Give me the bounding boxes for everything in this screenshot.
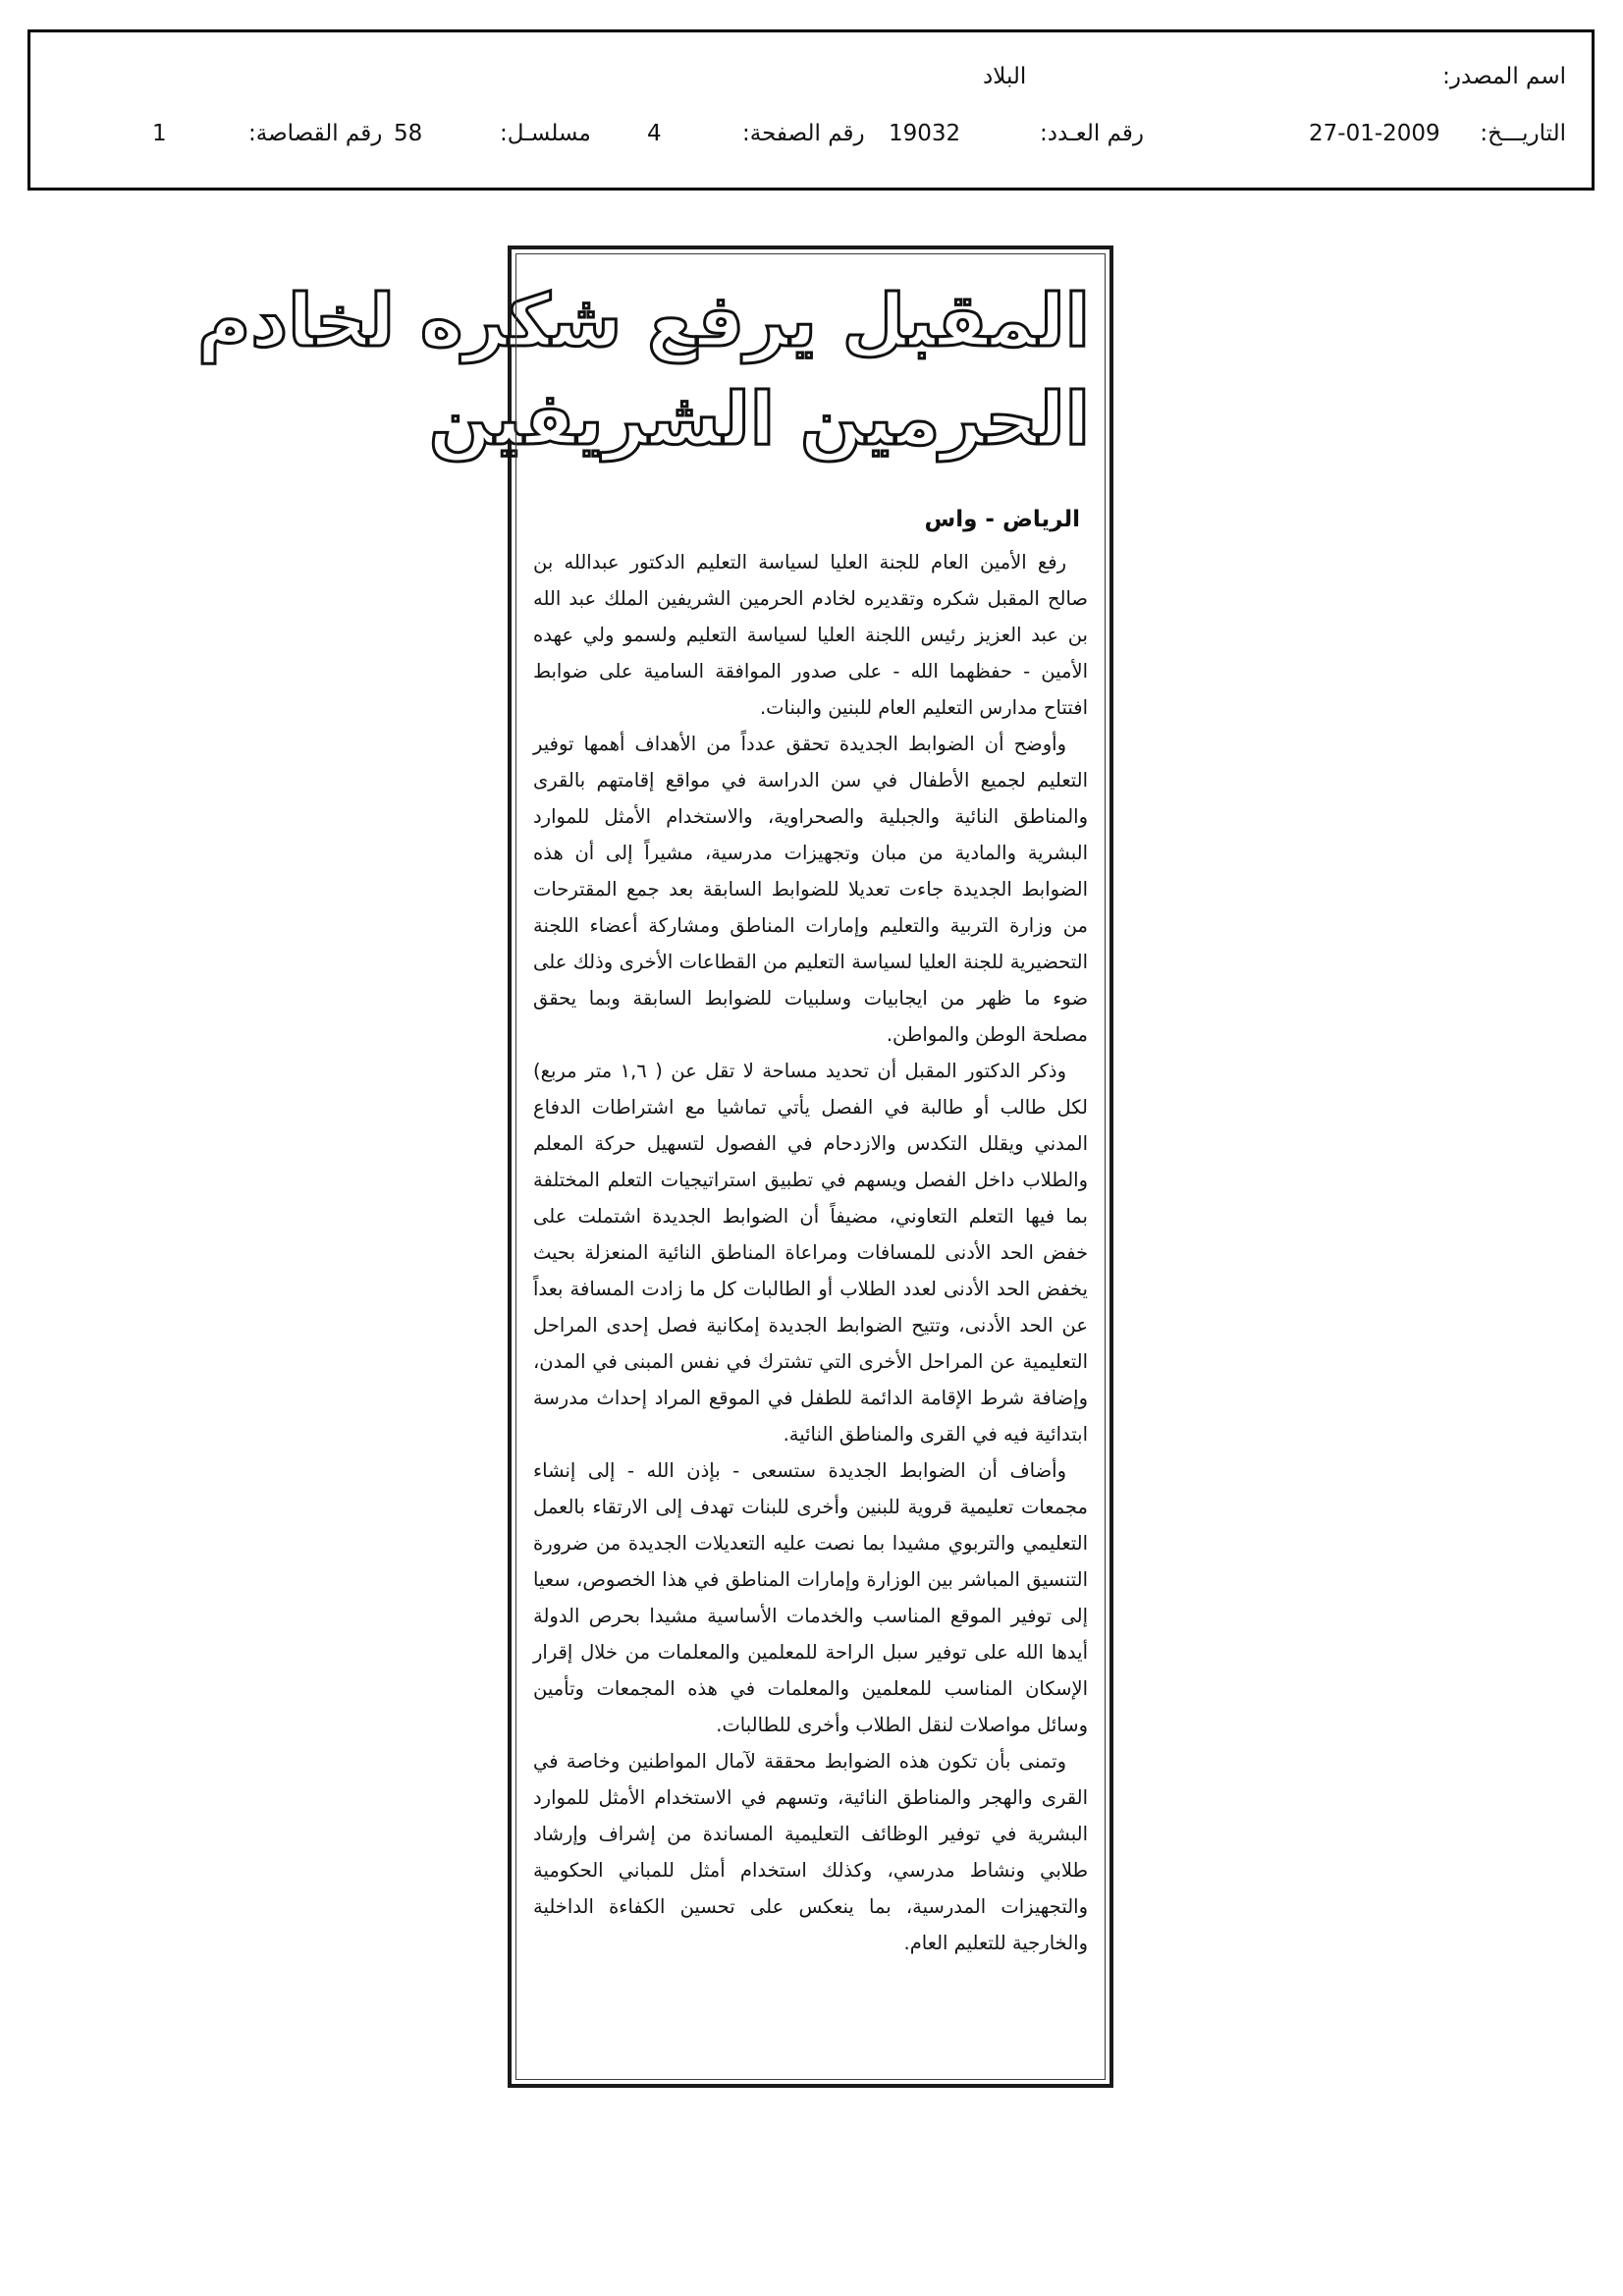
clip-label: رقم القصاصة: — [248, 121, 383, 146]
serial-value: 58 — [394, 121, 423, 146]
date-label: التاريـــخ: — [1480, 121, 1566, 146]
page-value: 4 — [647, 121, 662, 146]
article-body — [533, 544, 1088, 1961]
clip-value: 1 — [152, 121, 167, 146]
article-paragraph: وذكر الدكتور المقبل أن تحديد مساحة لا تقل عن ( ١,٦ متر مربع) لكل طالب أو طالبة في الفصل يأتي تماشيا مع اشتراطات الدفاع المدني ويقلل التكدس والازدحام في الفصول لتسهيل حركة المعلم والطلاب داخل الفصل ويسهم في تطبيق استراتيجيات التعلم المختلفة بما فيها التعلم التعاوني، مضيفاً أن الضوابط الجديدة اشتملت على خفض الحد الأدنى للمسافات ومراعاة المناطق النائية المنعزلة بحيث يخفض الحد الأدنى لعدد الطلاب أو الطالبات كل ما زادت المسافة بعداً عن الحد الأدنى، وتتيح الضوابط الجديدة إمكانية فصل إحدى المراحل التعليمية عن المراحل الأخرى التي تشترك في نفس المبنى في المدن، وإضافة شرط الإقامة الدائمة للطفل في الموقع المراد إحداث مدرسة ابتدائية فيه في القرى والمناطق النائية. — [533, 1060, 1088, 1446]
issue-label: رقم العـدد: — [1040, 121, 1145, 146]
article-headline-line2: الحرمين الشريفين — [428, 377, 1090, 462]
date-value: 27-01-2009 — [1309, 121, 1440, 146]
article-paragraph: رفع الأمين العام للجنة العليا لسياسة التعليم الدكتور عبدالله بن صالح المقبل شكره وتقديره لخادم الحرمين الشريفين الملك عبد الله بن عبد العزيز رئيس اللجنة العليا لسياسة التعليم ولسمو ولي عهده الأمين - حفظهما الله - على صدور الموافقة السامية على ضوابط افتتاح مدارس التعليم العام للبنين والبنات. — [533, 551, 1088, 719]
serial-label: مسلسـل: — [500, 121, 591, 146]
article-paragraph: وأوضح أن الضوابط الجديدة تحقق عدداً من الأهداف أهمها توفير التعليم لجميع الأطفال في سن الدراسة في مواقع إقامتهم بالقرى والمناطق النائية والجبلية والصحراوية، والاستخدام الأمثل للموارد البشرية والمادية من مبان وتجهيزات مدرسية، مشيراً إلى أن هذه الضوابط الجديدة جاءت تعديلا للضوابط السابقة بعد جمع المقترحات من وزارة التربية والتعليم وإمارات المناطق ومشاركة أعضاء اللجنة التحضيرية للجنة العليا لسياسة التعليم من القطاعات الأخرى وذلك على ضوء ما ظهر من ايجابيات وسلبيات للضوابط السابقة وبما يحقق مصلحة الوطن والمواطن. — [533, 733, 1088, 1046]
issue-value: 19032 — [889, 121, 961, 146]
article-clipping — [196, 246, 1113, 2088]
article-paragraph: وتمنى بأن تكون هذه الضوابط محققة لآمال المواطنين وخاصة في القرى والهجر والمناطق النائية، وتسهم في الاستخدام الأمثل للموارد البشرية في توفير الوظائف التعليمية المساندة من إشراف وإرشاد طلابي ونشاط مدرسي، وكذلك استخدام أمثل للمباني الحكومية والتجهيزات المدرسية، بما ينعكس على تحسين الكفاءة الداخلية والخارجية للتعليم العام. — [533, 1750, 1088, 1954]
article-headline-line1: المقبل يرفع شكره لخادم — [196, 279, 1090, 363]
article-paragraph: وأضاف أن الضوابط الجديدة ستسعى - بإذن الله - إلى إنشاء مجمعات تعليمية قروية للبنين وأخرى للبنات تهدف إلى الارتقاء بالعمل التعليمي والتربوي مشيدا بما نصت عليه التعديلات الجديدة من ضرورة التنسيق المباشر بين الوزارة وإمارات المناطق في هذا الخصوص، سعيا إلى توفير الموقع المناسب والخدمات الأساسية مشيدا بحرص الدولة أيدها الله على توفير سبل الراحة للمعلمين والمعلمات من خلال إقرار الإسكان المناسب للمعلمين والمعلمات في هذه المجمعات وتأمين وسائل مواصلات لنقل الطلاب وأخرى للطالبات. — [533, 1459, 1088, 1736]
clipping-metadata-box — [27, 29, 1595, 191]
source-value: البلاد — [983, 64, 1027, 89]
page-label: رقم الصفحة: — [742, 121, 865, 146]
source-label: اسم المصدر: — [1442, 64, 1566, 89]
article-dateline: الرياض - واس — [924, 507, 1080, 532]
